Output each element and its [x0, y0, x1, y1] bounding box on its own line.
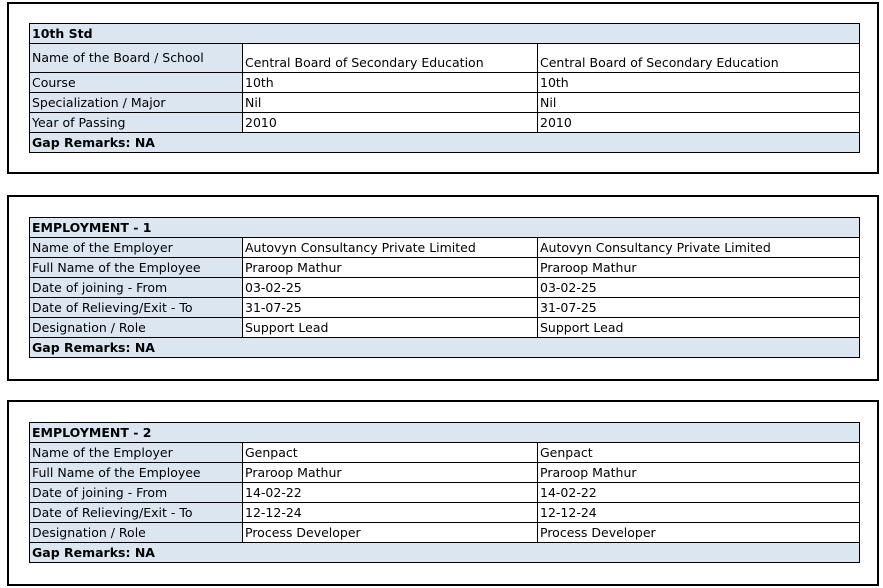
row-label: Full Name of the Employee	[30, 258, 243, 278]
row-label: Name of the Board / School	[30, 44, 243, 73]
row-value-secondary: Support Lead	[538, 318, 860, 338]
row-value-secondary: Nil	[538, 93, 860, 113]
row-label: Date of joining - From	[30, 278, 243, 298]
row-value-primary: Genpact	[243, 443, 538, 463]
row-value-secondary: 12-12-24	[538, 503, 860, 523]
employment-1-header: EMPLOYMENT - 1	[30, 218, 860, 238]
row-value-primary: Praroop Mathur	[243, 258, 538, 278]
row-value-primary: 31-07-25	[243, 298, 538, 318]
row-value-primary: Central Board of Secondary Education	[243, 44, 538, 73]
row-label: Year of Passing	[30, 113, 243, 133]
education-remarks-row	[30, 133, 860, 153]
row-value-secondary: Praroop Mathur	[538, 463, 860, 483]
employment-1-table	[29, 217, 860, 358]
employment-1-header-row	[30, 218, 860, 238]
row-value-primary: 12-12-24	[243, 503, 538, 523]
employment-2-remarks-row	[30, 543, 860, 563]
row-value-primary: Autovyn Consultancy Private Limited	[243, 238, 538, 258]
row-label: Date of Relieving/Exit - To	[30, 503, 243, 523]
table-row	[30, 443, 860, 463]
row-value-primary: Support Lead	[243, 318, 538, 338]
row-value-primary: 10th	[243, 73, 538, 93]
table-row	[30, 523, 860, 543]
table-row	[30, 483, 860, 503]
row-value-secondary: Genpact	[538, 443, 860, 463]
employment-1-remarks-row	[30, 338, 860, 358]
employment-2-table	[29, 422, 860, 563]
row-value-secondary: 2010	[538, 113, 860, 133]
table-row	[30, 278, 860, 298]
table-row	[30, 44, 860, 73]
row-value-primary: 14-02-22	[243, 483, 538, 503]
row-label: Designation / Role	[30, 523, 243, 543]
table-row	[30, 298, 860, 318]
employment-2-header: EMPLOYMENT - 2	[30, 423, 860, 443]
row-value-secondary: 03-02-25	[538, 278, 860, 298]
row-label: Full Name of the Employee	[30, 463, 243, 483]
employment-2-block	[7, 400, 879, 586]
row-value-secondary: 10th	[538, 73, 860, 93]
gap-remarks: Gap Remarks: NA	[30, 338, 860, 358]
row-value-primary: Praroop Mathur	[243, 463, 538, 483]
table-row	[30, 113, 860, 133]
table-row	[30, 73, 860, 93]
education-table	[29, 23, 860, 153]
table-row	[30, 463, 860, 483]
education-header: 10th Std	[30, 24, 860, 44]
row-value-primary: 2010	[243, 113, 538, 133]
row-value-secondary: Central Board of Secondary Education	[538, 44, 860, 73]
table-row	[30, 258, 860, 278]
row-value-secondary: Autovyn Consultancy Private Limited	[538, 238, 860, 258]
row-value-primary: Nil	[243, 93, 538, 113]
row-label: Specialization / Major	[30, 93, 243, 113]
row-value-primary: Process Developer	[243, 523, 538, 543]
education-block	[7, 2, 879, 174]
row-label: Designation / Role	[30, 318, 243, 338]
table-row	[30, 93, 860, 113]
row-label: Date of joining - From	[30, 483, 243, 503]
employment-2-header-row	[30, 423, 860, 443]
row-label: Name of the Employer	[30, 443, 243, 463]
table-row	[30, 318, 860, 338]
row-label: Course	[30, 73, 243, 93]
education-header-row	[30, 24, 860, 44]
row-value-secondary: Process Developer	[538, 523, 860, 543]
row-label: Date of Relieving/Exit - To	[30, 298, 243, 318]
row-value-secondary: Praroop Mathur	[538, 258, 860, 278]
row-value-secondary: 31-07-25	[538, 298, 860, 318]
employment-1-block	[7, 195, 879, 381]
gap-remarks: Gap Remarks: NA	[30, 133, 860, 153]
row-label: Name of the Employer	[30, 238, 243, 258]
row-value-primary: 03-02-25	[243, 278, 538, 298]
gap-remarks: Gap Remarks: NA	[30, 543, 860, 563]
table-row	[30, 238, 860, 258]
row-value-secondary: 14-02-22	[538, 483, 860, 503]
table-row	[30, 503, 860, 523]
